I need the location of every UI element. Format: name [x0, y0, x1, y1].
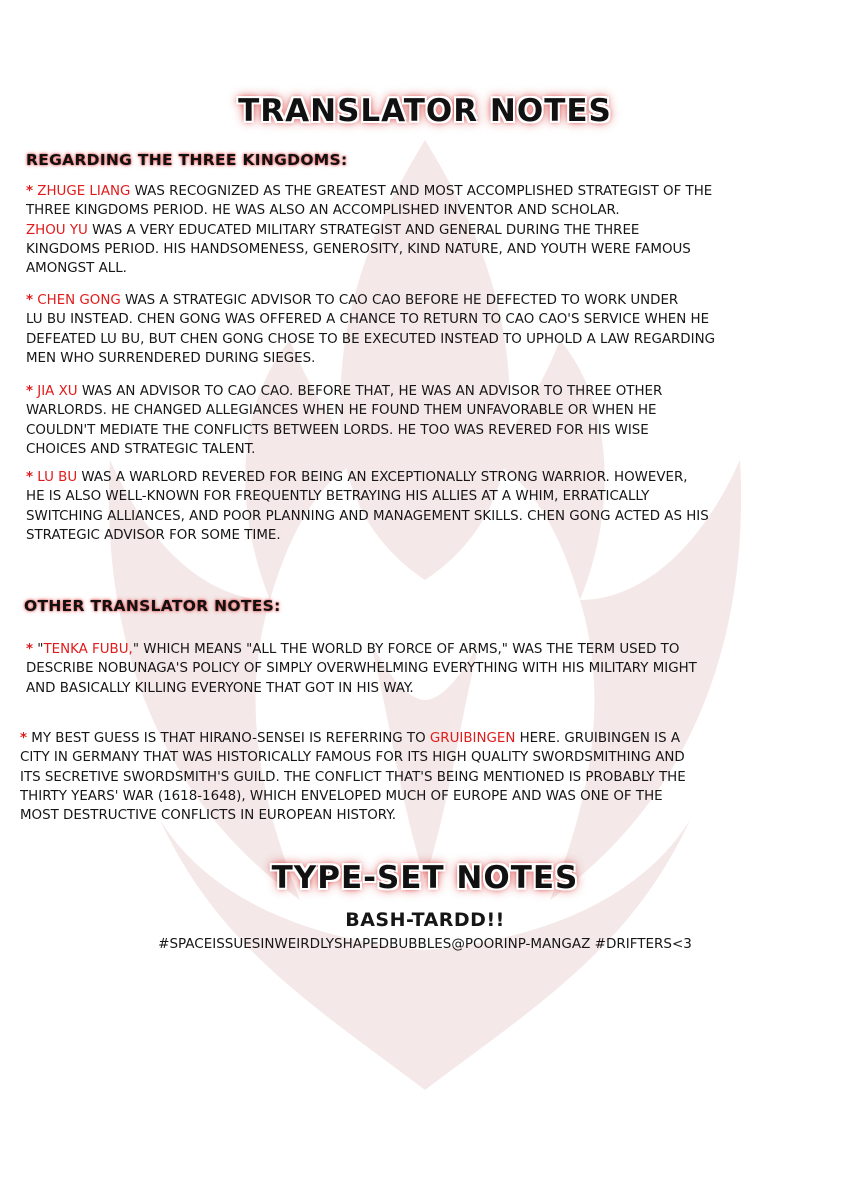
highlighted-name: GRUIBINGEN	[429, 731, 516, 746]
highlighted-name: ZHUGE LIANG	[37, 184, 131, 199]
typesetter-hashtags: #SPACEISSUESINWEIRDLYSHAPEDBUBBLES@POORINP-MANGAZ #DRIFTERS<3	[158, 936, 692, 952]
note-gruibingen: * MY BEST GUESS IS THAT HIRANO-SENSEI IS REFERRING TO GRUIBINGEN HERE. GRUIBINGEN IS A CITY IN GERMANY THAT WAS HISTORICALLY FAMOUS FOR ITS HIGH QUALITY SWORDSMITHING AND ITS SECRETIVE SWORDSMITH'S GUILD. THE CONFLICT THAT'S BEING MENTIONED IS PROBABLY THE THIRTY YEARS' WAR (1618-1648), WHICH ENVELOPED MUCH OF EUROPE AND WAS ONE OF THE MOST DESTRUCTIVE CONFLICTS IN EUROPEAN HISTORY.	[20, 731, 686, 824]
bullet-marker: *	[26, 184, 34, 199]
typeset-notes-title: TYPE-SET NOTES	[271, 860, 579, 896]
bullet-marker: *	[26, 384, 34, 399]
bullet-marker: *	[20, 731, 28, 746]
other-notes-heading: OTHER TRANSLATOR NOTES:	[24, 597, 281, 615]
note-zhuge-liang-zhou-yu: * ZHUGE LIANG WAS RECOGNIZED AS THE GREATEST AND MOST ACCOMPLISHED STRATEGIST OF THE THREE KINGDOMS PERIOD. HE WAS ALSO AN ACCOMPLISHED INVENTOR AND SCHOLAR. ZHOU YU WAS A VERY EDUCATED MILITARY STRATEGIST AND GENERAL DURING THE THREE KINGDOMS PERIOD. HIS HANDSOMENESS, GENEROSITY, KIND NATURE, AND YOUTH WERE FAMOUS AMONGST ALL.	[26, 184, 713, 277]
translator-notes-title: TRANSLATOR NOTES	[238, 93, 612, 129]
highlighted-name: ZHOU YU	[26, 222, 88, 238]
note-tenka-fubu: * "TENKA FUBU," WHICH MEANS "ALL THE WORLD BY FORCE OF ARMS," WAS THE TERM USED TO DESCRIBE NOBUNAGA'S POLICY OF SIMPLY OVERWHELMING EVERYTHING WITH HIS MILITARY MIGHT AND BASICALLY KILLING EVERYONE THAT GOT IN HIS WAY.	[26, 642, 697, 696]
highlighted-name: TENKA FUBU,	[43, 642, 133, 657]
bullet-marker: *	[26, 470, 34, 485]
highlighted-name: CHEN GONG	[37, 293, 121, 308]
typesetter-name: BASH-TARDD!!	[345, 909, 505, 931]
bullet-marker: *	[26, 642, 34, 657]
note-jia-xu: * JIA XU WAS AN ADVISOR TO CAO CAO. BEFORE THAT, HE WAS AN ADVISOR TO THREE OTHER WARLORDS. HE CHANGED ALLEGIANCES WHEN HE FOUND THEM UNFAVORABLE OR WHEN HE COULDN'T MEDIATE THE CONFLICTS BETWEEN LORDS. HE TOO WAS REVERED FOR HIS WISE CHOICES AND STRATEGIC TALENT.	[26, 384, 663, 457]
note-chen-gong: * CHEN GONG WAS A STRATEGIC ADVISOR TO CAO CAO BEFORE HE DEFECTED TO WORK UNDER LU BU INSTEAD. CHEN GONG WAS OFFERED A CHANCE TO RETURN TO CAO CAO'S SERVICE WHEN HE DEFEATED LU BU, BUT CHEN GONG CHOSE TO BE EXECUTED INSTEAD TO UPHOLD A LAW REGARDING MEN WHO SURRENDERED DURING SIEGES.	[26, 293, 715, 366]
highlighted-name: JIA XU	[37, 384, 78, 399]
note-lu-bu: * LU BU WAS A WARLORD REVERED FOR BEING AN EXCEPTIONALLY STRONG WARRIOR. HOWEVER, HE IS ALSO WELL-KNOWN FOR FREQUENTLY BETRAYING HIS ALLIES AT A WHIM, ERRATICALLY SWITCHING ALLIANCES, AND POOR PLANNING AND MANAGEMENT SKILLS. CHEN GONG ACTED AS HIS STRATEGIC ADVISOR FOR SOME TIME.	[26, 470, 709, 543]
highlighted-name: LU BU	[37, 470, 78, 485]
bullet-marker: *	[26, 293, 34, 308]
three-kingdoms-heading: REGARDING THE THREE KINGDOMS:	[26, 151, 348, 169]
